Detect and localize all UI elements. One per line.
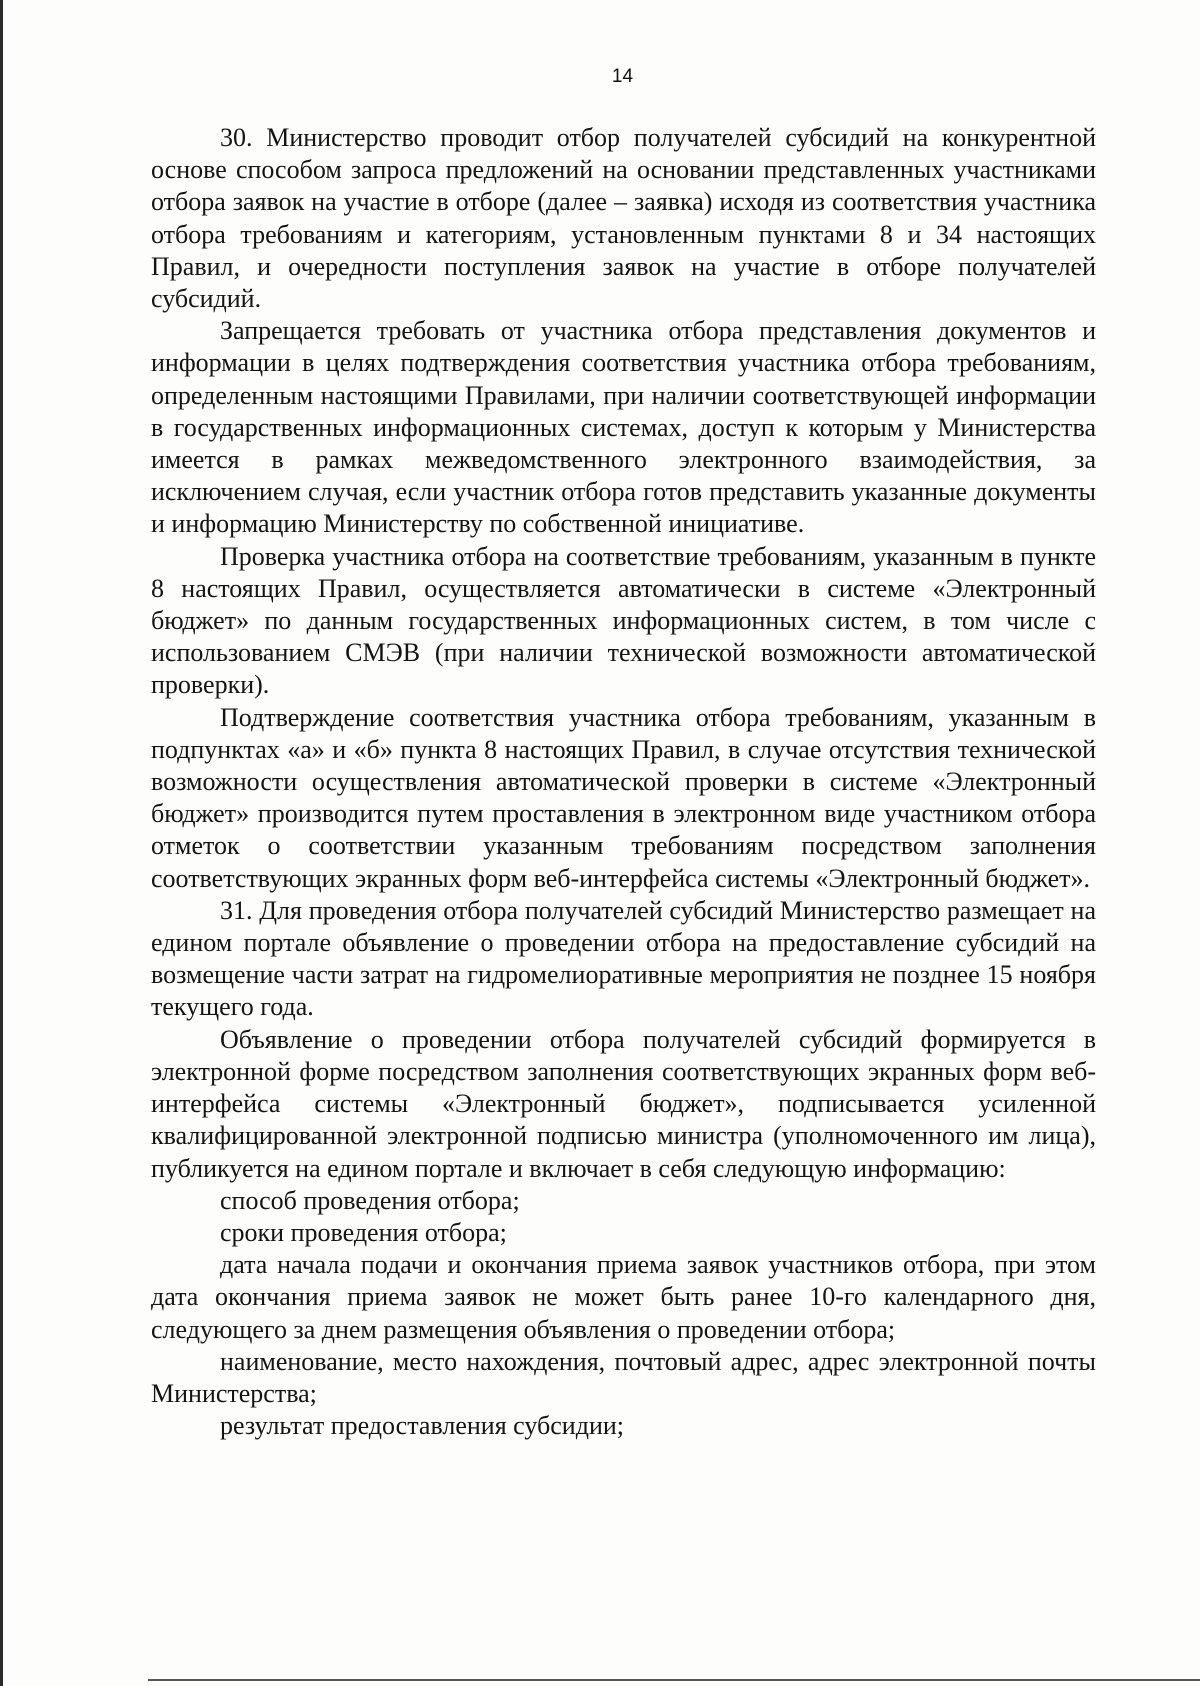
scan-edge-bottom bbox=[148, 1679, 1200, 1681]
page-number: 14 bbox=[611, 66, 634, 87]
list-item: способ проведения отбора; bbox=[220, 1185, 520, 1215]
list-item: дата начала подачи и окончания приема заявок участников отбора, при этом дата окончания приема заявок не может быть ранее 10-го календарного дня, следующего за днем размещения объявления о проведении отбора; bbox=[151, 1250, 1096, 1344]
paragraph-prohibition: Запрещается требовать от участника отбора представления документов и информации в целях подтверждения соответствия участника отбора требованиям, определенным настоящими Правилами, при наличии соответствующей информации в государственных информационных системах, доступ к которым у Министерства имеется в рамках межведомственного электронного взаимодействия, за исключением случая, если участник отбора готов представить указанные документы и информацию Министерству по собственной инициативе. bbox=[151, 316, 1096, 539]
paragraph-confirmation: Подтверждение соответствия участника отбора требованиям, указанным в подпунктах «а» и «б» пункта 8 настоящих Правил, в случае отсутствия технической возможности осуществления автоматической проверки в системе «Электронный бюджет» производится путем проставления в электронном виде участником отбора отметок о соответствии указанным требованиям посредством заполнения соответствующих экранных форм веб-интерфейса системы «Электронный бюджет». bbox=[151, 702, 1096, 893]
scan-edge-left bbox=[0, 0, 3, 1686]
list-item: наименование, место нахождения, почтовый адрес, адрес электронной почты Министерства; bbox=[151, 1346, 1096, 1408]
list-item: результат предоставления субсидии; bbox=[220, 1411, 624, 1441]
paragraph-announcement: Объявление о проведении отбора получателей субсидий формируется в электронной форме посредством заполнения соответствующих экранных форм веб-интерфейса системы «Электронный бюджет», подписывается усиленной квалифицированной электронной подписью министра (уполномоченного им лица), публикуется на едином портале и включает в себя следующую информацию: bbox=[151, 1024, 1096, 1183]
list-item: сроки проведения отбора; bbox=[220, 1217, 507, 1247]
paragraph-31: 31. Для проведения отбора получателей субсидий Министерство размещает на едином портале объявление о проведении отбора на предоставление субсидий на возмещение части затрат на гидромелиоративные мероприятия не позднее 15 ноября текущего года. bbox=[151, 895, 1096, 1022]
paragraph-30: 30. Министерство проводит отбор получателей субсидий на конкурентной основе способом запроса предложений на основании представленных участниками отбора заявок на участие в отборе (далее – заявка) исходя из соответствия участника отбора требованиям и категориям, установленным пунктами 8 и 34 настоящих Правил, и очередности поступления заявок на участие в отборе получателей субсидий. bbox=[151, 123, 1096, 314]
document-body bbox=[151, 122, 1096, 1442]
paragraph-verification: Проверка участника отбора на соответствие требованиям, указанным в пункте 8 настоящих Правил, осуществляется автоматически в системе «Электронный бюджет» по данным государственных информационных систем, в том числе с использованием СМЭВ (при наличии технической возможности автоматической проверки). bbox=[151, 541, 1096, 700]
